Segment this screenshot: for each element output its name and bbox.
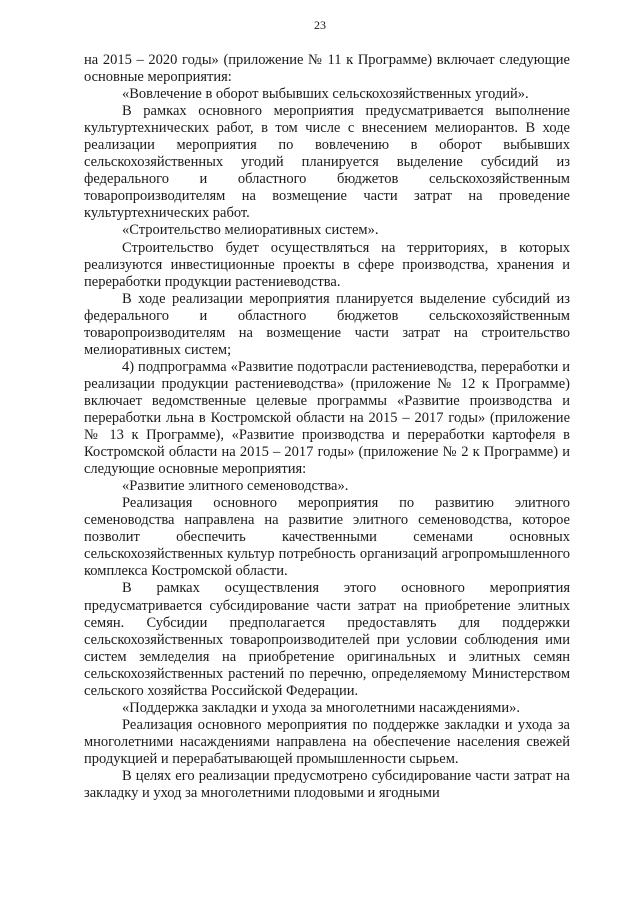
paragraph: на 2015 – 2020 годы» (приложение № 11 к Программе) включает следующие основные мероприятия: [84,52,570,86]
paragraph: 4) подпрограмма «Развитие подотрасли растениеводства, переработки и реализации продукции растениеводства» (приложение № 12 к Программе) включает ведомственные целевые программы «Развитие производства и переработки льна в Костромской области на 2015 – 2017 годы» (приложение № 13 к Программе), «Развитие производства и переработки картофеля в Костромской области на 2015 – 2017 годы» (приложение № 2 к Программе) и следующие основные мероприятия: [84,358,570,478]
paragraph: «Развитие элитного семеноводства». [122,478,349,495]
paragraph: Реализация основного мероприятия по развитию элитного семеноводства направлена на развитие элитного семеноводства, которое позволит обеспечить качественными семенами основных сельскохозяйственных культур потребность организаций агропромышленного комплекса Костромской области. [84,495,570,580]
paragraph: В ходе реализации мероприятия планируется выделение субсидий из федерального и областного бюджетов сельскохозяйственным товаропроизводителям на возмещение части затрат на строительство мелиоративных систем; [84,290,570,358]
paragraph: В рамках осуществления этого основного мероприятия предусматривается субсидирование части затрат на приобретение элитных семян. Субсидии предполагается предоставлять для поддержки сельскохозяйственных товаропроизводителей при условии соблюдения ими систем земледелия на приобретение оригинальных и элитных семян сельскохозяйственных растений по перечню, определяемому Министерством сельского хозяйства Российской Федерации. [84,580,570,699]
paragraph: Реализация основного мероприятия по поддержке закладки и ухода за многолетними насаждениями направлена на обеспечение населения свежей продукцией и перерабатывающей промышленности сырьем. [84,716,570,767]
paragraph: «Строительство мелиоративных систем». [122,222,379,239]
page-number: 23 [314,18,326,32]
paragraph: «Поддержка закладки и ухода за многолетними насаждениями». [122,699,520,716]
document-body [84,52,570,802]
paragraph: В целях его реализации предусмотрено субсидирование части затрат на закладку и уход за многолетними плодовыми и ягодными [84,767,570,802]
paragraph: В рамках основного мероприятия предусматривается выполнение культуртехнических работ, в том числе с внесением мелиорантов. В ходе реализации мероприятия по вовлечению в оборот выбывших сельскохозяйственных угодий планируется выделение субсидий из федерального и областного бюджетов сельскохозяйственным товаропроизводителям на возмещение части затрат на проведение культуртехнических работ. [84,103,570,222]
paragraph: «Вовлечение в оборот выбывших сельскохозяйственных угодий». [122,86,529,103]
paragraph: Строительство будет осуществляться на территориях, в которых реализуются инвестиционные проекты в сфере производства, хранения и переработки продукции растениеводства. [84,239,570,290]
